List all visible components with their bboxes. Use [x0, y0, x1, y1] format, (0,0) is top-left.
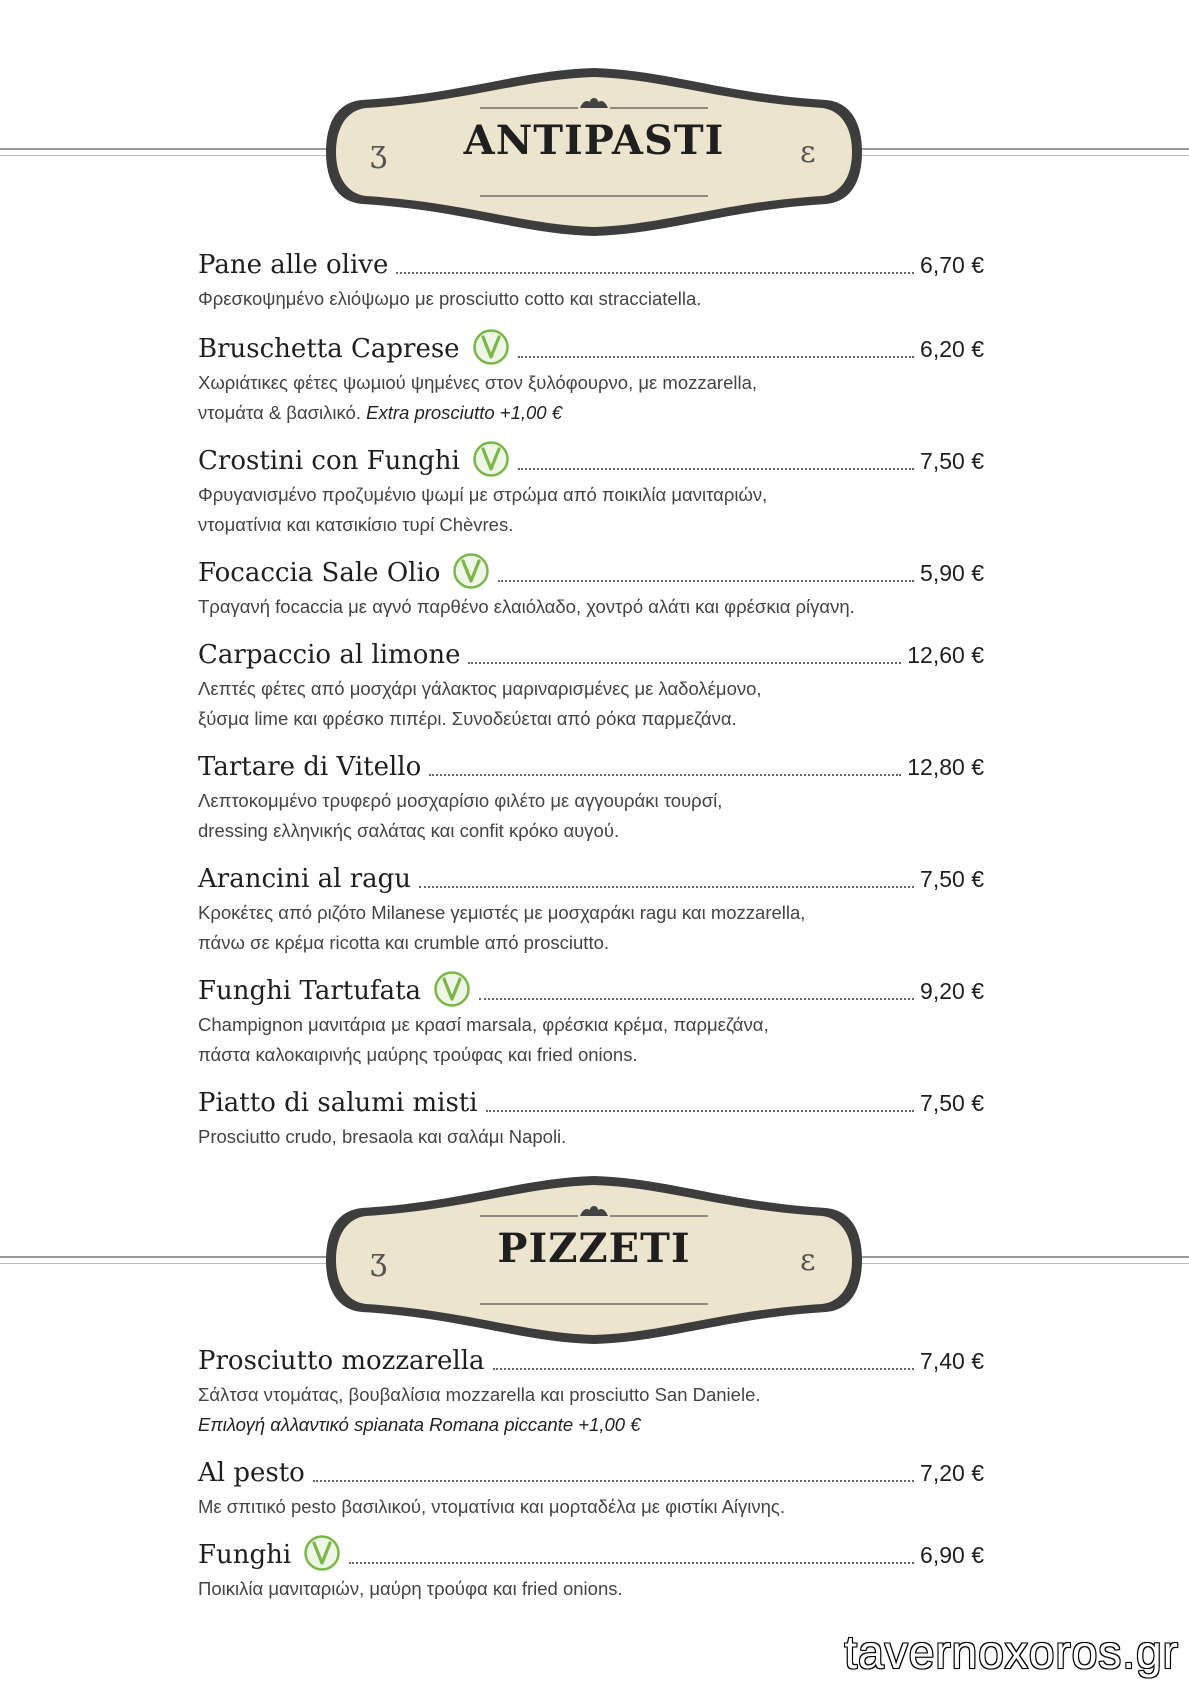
menu-item [198, 1536, 984, 1604]
vegetarian-v-icon [472, 440, 510, 478]
section-title: ANTIPASTI [463, 117, 725, 164]
menu-item-description [198, 898, 984, 958]
menu-item-name: Arancini al ragu [198, 864, 412, 894]
menu-item-row [198, 554, 984, 588]
description-line: Ποικιλία μανιταριών, μαύρη τρούφα και fried onions. [198, 1578, 623, 1599]
menu-item-price: 6,20 € [920, 336, 984, 362]
description-line: ντομάτα & βασιλικό. [198, 402, 361, 423]
vegetarian-v-icon [452, 552, 490, 590]
menu-item-row [198, 442, 984, 476]
scroll-right-icon: ɛ [800, 1243, 816, 1278]
menu-item-row [198, 1536, 984, 1570]
description-line: Σάλτσα ντομάτας, βουβαλίσια mozzarella και prosciutto San Daniele. [198, 1384, 761, 1405]
menu-item-description [198, 1574, 984, 1604]
menu-item [198, 636, 984, 734]
menu-item-name: Focaccia Sale Olio [198, 558, 441, 588]
dot-leader [518, 356, 914, 358]
menu-item-row [198, 1454, 984, 1488]
menu-item-price: 7,50 € [920, 866, 984, 892]
dot-leader [429, 774, 901, 776]
menu-item-price: 5,90 € [920, 560, 984, 586]
scroll-left-icon: ʒ [370, 135, 387, 170]
menu-item-description [198, 284, 984, 314]
menu-item-description [198, 1492, 984, 1522]
description-line: ξύσμα lime και φρέσκο πιπέρι. Συνοδεύεται από ρόκα παρμεζάνα. [198, 708, 737, 729]
watermark: tavernoxoros.gr [844, 1626, 1179, 1678]
menu-item [198, 748, 984, 846]
menu-item-row [198, 246, 984, 280]
description-line: Λεπτοκομμένο τρυφερό μοσχαρίσιο φιλέτο με αγγουράκι τουρσί, [198, 790, 723, 811]
vegetarian-v-icon [433, 970, 471, 1008]
menu-item-row [198, 330, 984, 364]
scroll-right-icon: ɛ [800, 135, 816, 170]
vegetarian-v-icon [472, 328, 510, 366]
description-line: Χωριάτικες φέτες ψωμιού ψημένες στον ξυλόφουρνο, με mozzarella, [198, 372, 758, 393]
menu-item [198, 1342, 984, 1440]
scroll-left-icon: ʒ [370, 1243, 387, 1278]
description-line: dressing ελληνικής σαλάτας και confit κρόκο αυγού. [198, 820, 620, 841]
menu-item-price: 9,20 € [920, 978, 984, 1004]
menu-item-description [198, 1010, 984, 1070]
menu-item-description [198, 1380, 984, 1440]
dot-leader [396, 272, 914, 274]
description-line: Φρυγανισμένο προζυμένιο ψωμί με στρώμα από ποικιλία μανιταριών, [198, 484, 768, 505]
menu-item-price: 6,90 € [920, 1542, 984, 1568]
dot-leader [518, 468, 914, 470]
dot-leader [498, 580, 914, 582]
menu-item-price: 7,20 € [920, 1460, 984, 1486]
dot-leader [493, 1368, 915, 1370]
description-line: πάνω σε κρέμα ricotta και crumble από prosciutto. [198, 932, 610, 953]
menu-item-description [198, 368, 984, 428]
menu-item [198, 246, 984, 314]
description-line: Τραγανή focaccia με αγνό παρθένο ελαιόλαδο, χοντρό αλάτι και φρέσκια ρίγανη. [198, 596, 855, 617]
menu-item-name: Crostini con Funghi [198, 446, 460, 476]
menu-item [198, 330, 984, 428]
extra-option: Επιλογή αλλαντικό spianata Romana piccante +1,00 € [198, 1414, 641, 1435]
description-line: Φρεσκοψημένο ελιόψωμο με prosciutto cotto και stracciatella. [198, 288, 702, 309]
menu-item-description [198, 592, 984, 622]
menu-item-name: Prosciutto mozzarella [198, 1346, 485, 1376]
description-line: Κροκέτες από ριζότο Milanese γεμιστές με μοσχαράκι ragu και mozzarella, [198, 902, 806, 923]
menu-item-name: Al pesto [198, 1458, 305, 1488]
menu-item-row [198, 636, 984, 670]
menu-item-row [198, 748, 984, 782]
menu-item-row [198, 860, 984, 894]
menu-item-row [198, 1084, 984, 1118]
section-title: PIZZETI [497, 1225, 691, 1272]
menu-item [198, 972, 984, 1070]
dot-leader [479, 998, 914, 1000]
dot-leader [349, 1562, 914, 1564]
menu-item-price: 7,50 € [920, 1090, 984, 1116]
menu-item [198, 860, 984, 958]
menu-item [198, 1084, 984, 1152]
menu-item-name: Funghi Tartufata [198, 976, 422, 1006]
section-banner-pizzeti [0, 1170, 1189, 1350]
description-line: Prosciutto crudo, bresaola και σαλάμι Napoli. [198, 1126, 567, 1147]
dot-leader [313, 1480, 914, 1482]
vegetarian-v-icon [303, 1534, 341, 1572]
menu-item [198, 442, 984, 540]
menu-item-price: 7,40 € [920, 1348, 984, 1374]
menu-item-row [198, 1342, 984, 1376]
menu-item-price: 7,50 € [920, 448, 984, 474]
menu-item-price: 12,60 € [907, 642, 984, 668]
menu-item-price: 6,70 € [920, 252, 984, 278]
dot-leader [486, 1110, 914, 1112]
menu-item-description [198, 480, 984, 540]
description-line: Champignon μανιτάρια με κρασί marsala, φρέσκια κρέμα, παρμεζάνα, [198, 1014, 769, 1035]
menu-item [198, 554, 984, 622]
menu-item-name: Tartare di Vitello [198, 752, 422, 782]
menu-item-description [198, 1122, 984, 1152]
menu-item [198, 1454, 984, 1522]
menu-item-row [198, 972, 984, 1006]
menu-item-name: Bruschetta Caprese [198, 334, 460, 364]
dot-leader [468, 662, 901, 664]
menu-item-description [198, 786, 984, 846]
menu-item-price: 12,80 € [907, 754, 984, 780]
menu-item-name: Funghi [198, 1540, 292, 1570]
description-line: Λεπτές φέτες από μοσχάρι γάλακτος μαριναρισμένες με λαδολέμονο, [198, 678, 762, 699]
description-line: πάστα καλοκαιρινής μαύρης τρούφας και fried onions. [198, 1044, 638, 1065]
dot-leader [419, 886, 914, 888]
extra-option: Extra prosciutto +1,00 € [366, 402, 563, 423]
description-line: ντοματίνια και κατσικίσιο τυρί Chèvres. [198, 514, 514, 535]
section-banner-antipasti [0, 62, 1189, 242]
menu-item-name: Pane alle olive [198, 250, 389, 280]
menu-item-description [198, 674, 984, 734]
menu-item-name: Piatto di salumi misti [198, 1088, 478, 1118]
description-line: Με σπιτικό pesto βασιλικού, ντοματίνια και μορταδέλα με φιστίκι Αίγινης. [198, 1496, 785, 1517]
menu-item-name: Carpaccio al limone [198, 640, 461, 670]
